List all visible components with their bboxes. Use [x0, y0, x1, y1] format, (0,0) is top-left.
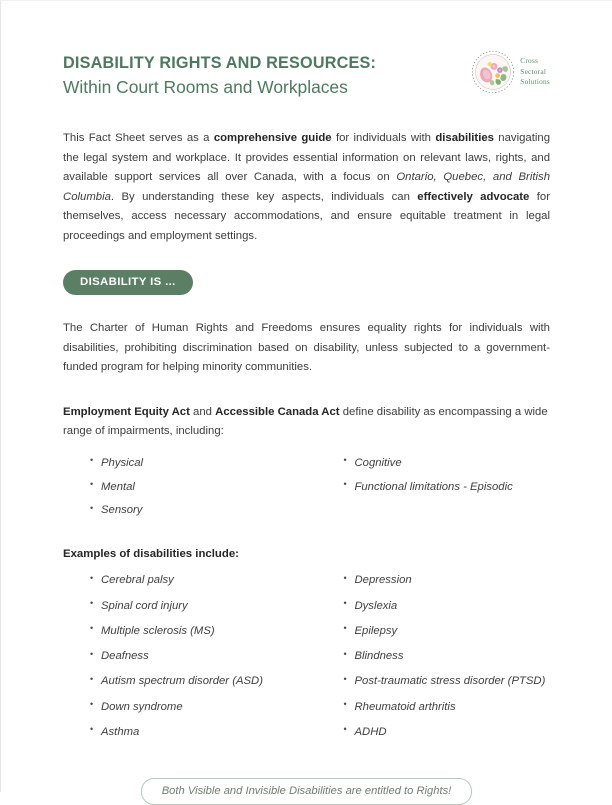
charter-paragraph: The Charter of Human Rights and Freedoms ensures equality rights for individuals with disabilities, prohibiting discrimination based on disability, unless subjected to a government-funded program for helping minority communities.: [63, 322, 550, 374]
list-item: • ADHD: [344, 725, 551, 740]
intro-text-1: This Fact Sheet serves as a: [63, 132, 214, 145]
examples-column-right: [307, 573, 551, 750]
intro-text-4: . By understanding these key aspects, individuals can: [110, 190, 418, 203]
page-header: [63, 1, 550, 99]
impairments-right-items: [317, 456, 551, 495]
footer-callout: Both Visible and Invisible Disabilities are entitled to Rights!: [141, 778, 473, 805]
examples-left-items: [63, 573, 307, 739]
intro-bold-3: effectively advocate: [417, 190, 530, 203]
logo-wordmark-line3: Solutions: [520, 77, 550, 87]
acts-text-2: define disability as encompassing a wide range of impairments, including:: [63, 405, 548, 438]
acts-text-1: and: [189, 405, 216, 418]
organization-logo: [470, 49, 550, 95]
list-item: • Rheumatoid arthritis: [344, 700, 551, 715]
intro-text-3: navigating the legal system and workplace. It provides essential information on relevant laws, rights, and available support services all over Canada, with a focus on: [63, 132, 551, 184]
intro-text-2: for individuals with: [331, 132, 436, 145]
acts-bold-2: Accessible Canada Act: [215, 405, 340, 418]
list-item: • Deafness: [90, 649, 307, 664]
section-badge-row: [63, 270, 550, 295]
intro-bold-2: disabilities: [435, 132, 494, 145]
acts-bold-1: Employment Equity Act: [63, 405, 190, 418]
impairments-list: [63, 456, 550, 528]
intro-paragraph: [63, 129, 550, 246]
list-item: • Multiple sclerosis (MS): [90, 624, 307, 639]
list-item: • Cerebral palsy: [90, 573, 307, 588]
impairments-column-right: [307, 456, 551, 528]
list-item: • Mental: [90, 480, 307, 495]
list-item: • Post-traumatic stress disorder (PTSD): [344, 674, 551, 689]
intro-italic-1: Ontario, Quebec, and British Columbia: [63, 171, 551, 203]
list-item: • Sensory: [90, 503, 307, 518]
list-item: • Physical: [90, 456, 307, 471]
floral-circle-logo-icon: [470, 49, 516, 95]
page-title-line1: DISABILITY RIGHTS AND RESOURCES:: [63, 54, 377, 72]
list-item: • Spinal cord injury: [90, 599, 307, 614]
list-item: • Functional limitations - Episodic: [344, 480, 551, 495]
list-item: • Down syndrome: [90, 700, 307, 715]
list-item: • Cognitive: [344, 456, 551, 471]
list-item: • Asthma: [90, 725, 307, 740]
list-item: • Depression: [344, 573, 551, 588]
logo-wordmark-line1: Cross: [520, 56, 539, 66]
logo-wordmark: [520, 56, 550, 88]
list-item: • Epilepsy: [344, 624, 551, 639]
section-badge-disability-is: DISABILITY IS ...: [63, 270, 193, 295]
list-item: • Blindness: [344, 649, 551, 664]
intro-text-5: for themselves, access necessary accommodations, and ensure equitable treatment in legal proceedings and employment settings.: [63, 190, 551, 242]
logo-wordmark-line2: Sectoral: [520, 66, 547, 76]
page-title-line2: Within Court Rooms and Workplaces: [63, 76, 348, 97]
examples-right-items: [317, 573, 551, 739]
examples-list: [63, 573, 550, 750]
list-item: • Dyslexia: [344, 599, 551, 614]
impairments-left-items: [63, 456, 307, 518]
list-item: • Autism spectrum disorder (ASD): [90, 674, 307, 689]
intro-bold-1: comprehensive guide: [213, 132, 332, 145]
impairments-column-left: [63, 456, 307, 528]
acts-paragraph: [63, 403, 550, 442]
examples-heading: Examples of disabilities include:: [63, 548, 239, 561]
page-title: [63, 51, 376, 99]
examples-column-left: [63, 573, 307, 750]
